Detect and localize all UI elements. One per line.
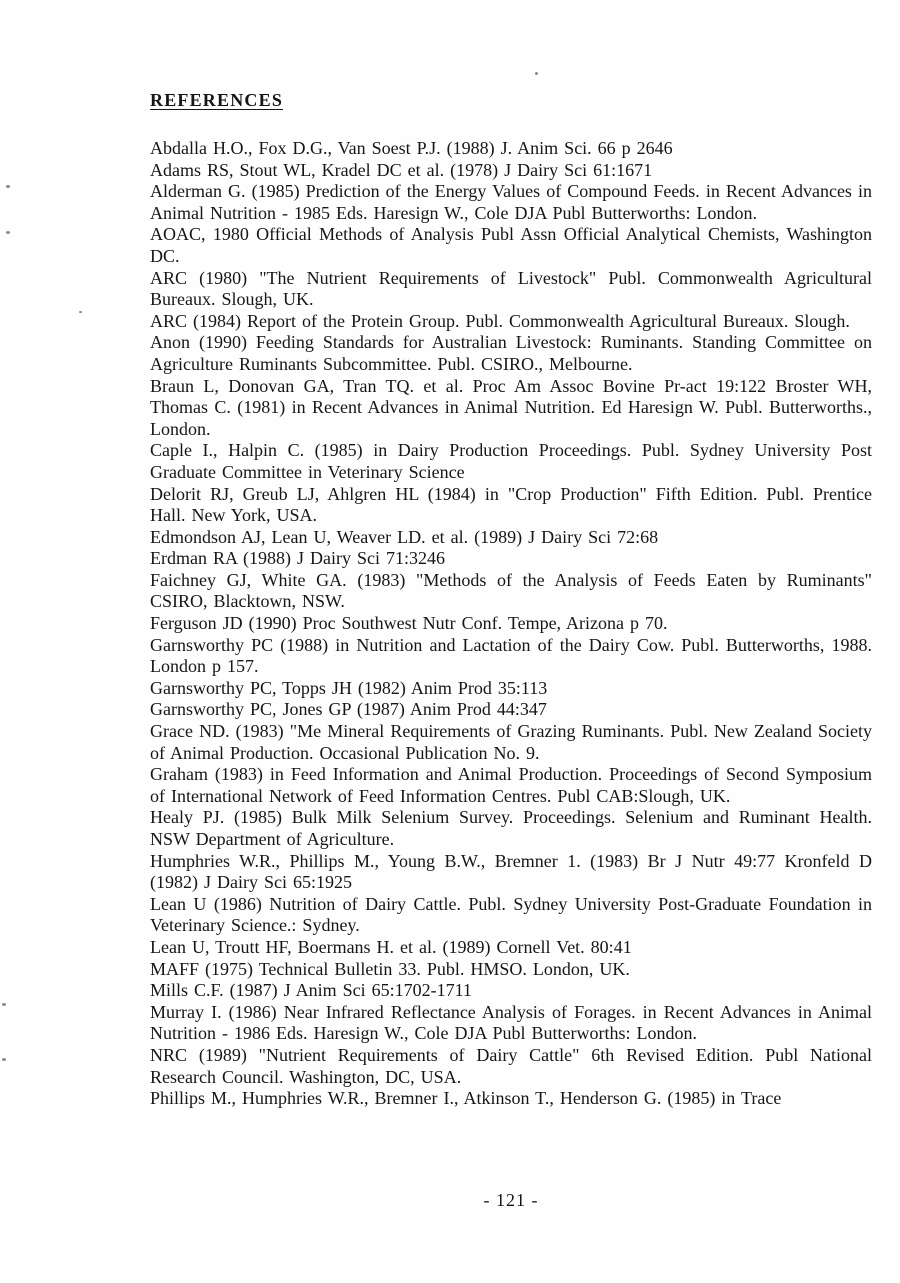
reference-entry: Alderman G. (1985) Prediction of the Energy Values of Compound Feeds. in Recent Advances in Animal Nutrition - 1985 Eds. Haresign W., Cole DJA Publ Butterworths: London. <box>150 181 872 223</box>
page-heading: REFERENCES <box>150 90 284 110</box>
reference-entry: Murray I. (1986) Near Infrared Reflectance Analysis of Forages. in Recent Advances in Animal Nutrition - 1986 Eds. Haresign W., Cole DJA Publ Butterworths: London. <box>150 1001 872 1044</box>
reference-entry: NRC (1989) "Nutrient Requirements of Dairy Cattle" 6th Revised Edition. Publ National Research Council. Washington, DC, USA. <box>150 1044 872 1087</box>
reference-entry: Mills C.F. (1987) J Anim Sci 65:1702-1711 <box>150 980 472 1001</box>
reference-entry: Faichney GJ, White GA. (1983) "Methods of the Analysis of Feeds Eaten by Ruminants" CSIRO, Blacktown, NSW. <box>150 569 872 612</box>
reference-entry: ARC (1980) "The Nutrient Requirements of Livestock" Publ. Commonwealth Agricultural Bureaux. Slough, UK. <box>150 267 872 310</box>
reference-entry: Edmondson AJ, Lean U, Weaver LD. et al. (1989) J Dairy Sci 72:68 <box>150 526 659 547</box>
reference-entry: Lean U, Troutt HF, Boermans H. et al. (1989) Cornell Vet. 80:41 <box>150 936 632 957</box>
scan-speck <box>79 311 82 313</box>
scan-speck <box>535 72 538 75</box>
reference-entry: Abdalla H.O., Fox D.G., Van Soest P.J. (1988) J. Anim Sci. 66 p 2646 <box>150 138 673 158</box>
reference-entry: Anon (1990) Feeding Standards for Australian Livestock: Ruminants. Standing Committee on Agriculture Ruminants Subcommittee. Publ. CSIRO., Melbourne. <box>150 332 872 374</box>
reference-entry: MAFF (1975) Technical Bulletin 33. Publ. HMSO. London, UK. <box>150 958 630 979</box>
reference-entry: Erdman RA (1988) J Dairy Sci 71:3246 <box>150 548 445 569</box>
reference-entry: Humphries W.R., Phillips M., Young B.W., Bremner 1. (1983) Br J Nutr 49:77 Kronfeld D (1982) J Dairy Sci 65:1925 <box>150 850 872 893</box>
scan-speck <box>2 1003 6 1006</box>
reference-entry: Delorit RJ, Greub LJ, Ahlgren HL (1984) in "Crop Production" Fifth Edition. Publ. Prentice Hall. New York, USA. <box>150 483 872 526</box>
reference-entry: Caple I., Halpin C. (1985) in Dairy Production Proceedings. Publ. Sydney University Post Graduate Committee in Veterinary Science <box>150 440 872 482</box>
reference-list <box>150 138 872 1110</box>
scan-speck <box>6 231 10 234</box>
scan-speck <box>2 1058 6 1061</box>
reference-entry: Garnsworthy PC, Jones GP (1987) Anim Prod 44:347 <box>150 699 547 720</box>
text-block <box>150 90 872 1110</box>
page-number: - 121 - <box>483 1190 539 1210</box>
reference-entry: Lean U (1986) Nutrition of Dairy Cattle. Publ. Sydney University Post-Graduate Foundation in Veterinary Science.: Sydney. <box>150 893 872 936</box>
reference-entry: Ferguson JD (1990) Proc Southwest Nutr Conf. Tempe, Arizona p 70. <box>150 613 668 634</box>
scan-speck <box>6 185 10 188</box>
reference-entry: Braun L, Donovan GA, Tran TQ. et al. Proc Am Assoc Bovine Pr-act 19:122 Broster WH, Thomas C. (1981) in Recent Advances in Animal Nutrition. Ed Haresign W. Publ. Butterworths., London. <box>150 375 872 439</box>
reference-entry: ARC (1984) Report of the Protein Group. Publ. Commonwealth Agricultural Bureaux. Slough. <box>150 310 850 331</box>
reference-entry: Adams RS, Stout WL, Kradel DC et al. (1978) J Dairy Sci 61:1671 <box>150 159 653 180</box>
reference-entry: Healy PJ. (1985) Bulk Milk Selenium Survey. Proceedings. Selenium and Ruminant Health. NSW Department of Agriculture. <box>150 807 872 849</box>
reference-entry: Garnsworthy PC (1988) in Nutrition and Lactation of the Dairy Cow. Publ. Butterworths, 1988. London p 157. <box>150 634 872 677</box>
reference-entry: Grace ND. (1983) "Me Mineral Requirements of Grazing Ruminants. Publ. New Zealand Society of Animal Production. Occasional Publication No. 9. <box>150 721 872 763</box>
reference-entry: AOAC, 1980 Official Methods of Analysis Publ Assn Official Analytical Chemists, Washington DC. <box>150 224 872 266</box>
reference-entry: Graham (1983) in Feed Information and Animal Production. Proceedings of Second Symposium of International Network of Feed Information Centres. Publ CAB:Slough, UK. <box>150 764 872 806</box>
reference-entry: Phillips M., Humphries W.R., Bremner I., Atkinson T., Henderson G. (1985) in Trace <box>150 1088 782 1109</box>
reference-entry: Garnsworthy PC, Topps JH (1982) Anim Prod 35:113 <box>150 677 548 698</box>
